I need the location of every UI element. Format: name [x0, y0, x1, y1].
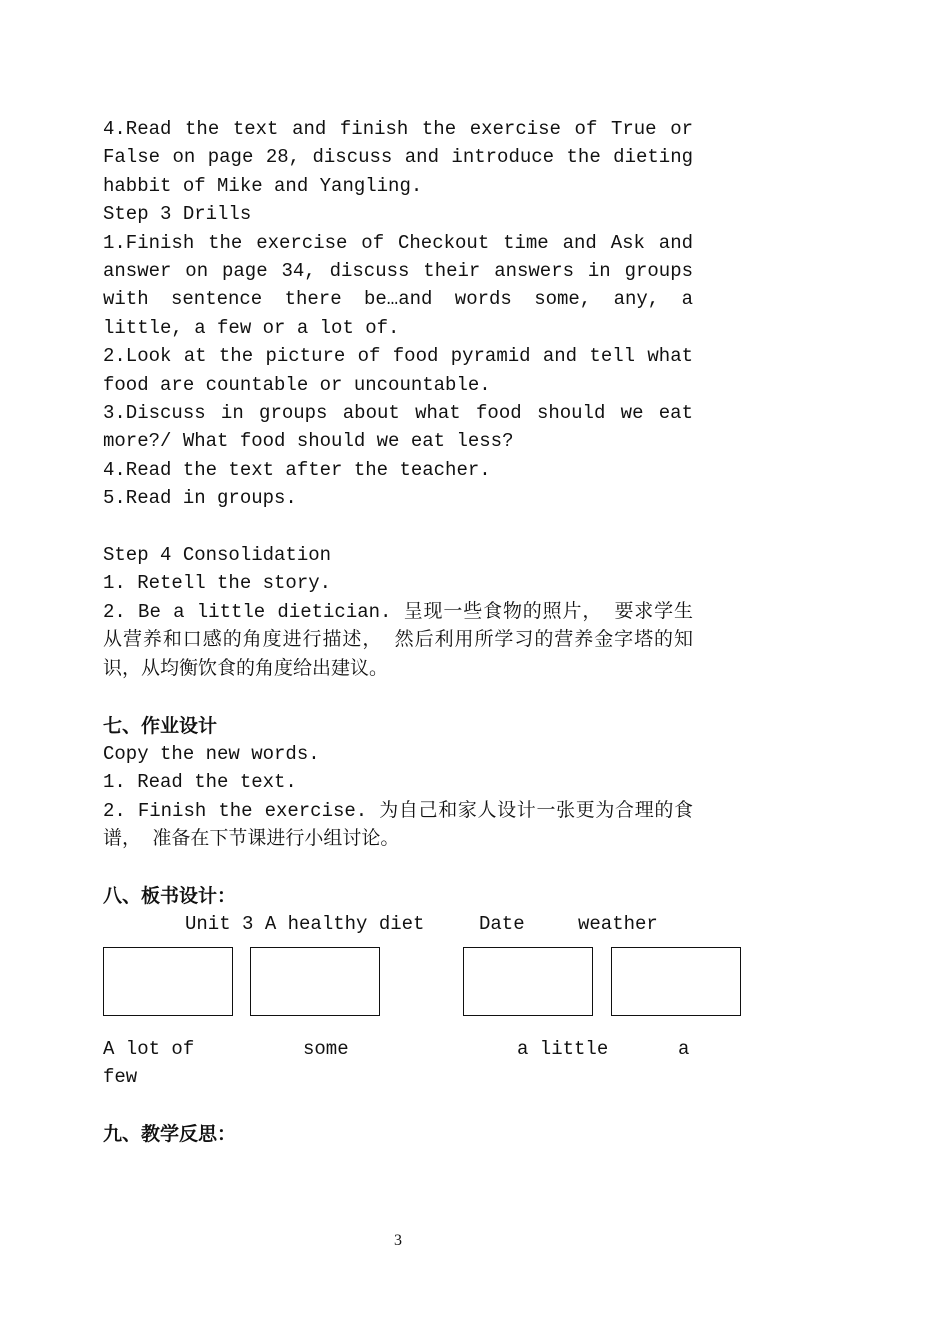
board-box-3	[463, 947, 593, 1016]
document-body	[103, 115, 693, 1148]
board-heading: 八、板书设计：	[103, 884, 237, 907]
board-label-a-lot-of: A lot of	[103, 1037, 195, 1060]
spacer	[103, 1092, 693, 1120]
board-label-few: few	[103, 1066, 138, 1089]
step2-item-4: 4.Read the text and finish the exercise of True or False on page 28, discuss and introduce the dieting habbit of Mike and Yangling.	[103, 118, 693, 197]
board-weather-label: weather	[578, 913, 658, 936]
homework-heading: 七、作业设计	[103, 714, 218, 737]
step4-item-2: 2. Be a little dietician. 呈现一些食物的照片， 要求学生从营养和口感的角度进行描述， 然后利用所学习的营养金字塔的知识，从均衡饮食的角度给出建议。	[103, 600, 693, 680]
step4-title: Step 4 Consolidation	[103, 544, 332, 567]
board-box-2	[250, 947, 380, 1016]
reflection-heading: 九、教学反思：	[103, 1122, 237, 1145]
step3-item-2: 2.Look at the picture of food pyramid and tell what food are countable or uncountable.	[103, 345, 693, 396]
homework-item-0: Copy the new words.	[103, 742, 320, 765]
spacer	[103, 854, 693, 882]
homework-item-2: 2. Finish the exercise. 为自己和家人设计一张更为合理的食谱， 准备在下节课进行小组讨论。	[103, 799, 693, 851]
board-labels	[103, 1035, 693, 1092]
homework-item-1: 1. Read the text.	[103, 771, 297, 794]
page-number: 3	[394, 1232, 402, 1249]
board-box-4	[611, 947, 741, 1016]
step3-item-3: 3.Discuss in groups about what food should we eat more?/ What food should we eat less?	[103, 402, 693, 453]
step3-item-4: 4.Read the text after the teacher.	[103, 458, 491, 481]
board-label-a-little: a little	[517, 1037, 609, 1060]
spacer	[103, 683, 693, 711]
board-box-1	[103, 947, 233, 1016]
board-label-some: some	[303, 1037, 349, 1060]
board-date-label: Date	[479, 913, 525, 936]
step4-item-1: 1. Retell the story.	[103, 572, 332, 595]
step3-item-5: 5.Read in groups.	[103, 487, 297, 510]
board-unit-title: Unit 3 A healthy diet	[185, 913, 425, 936]
board-title-row	[103, 910, 693, 938]
step3-item-1: 1.Finish the exercise of Checkout time and Ask and answer on page 34, discuss their answers in groups with sentence there be…and words some, any, a little, a few or a lot of.	[103, 231, 693, 339]
board-boxes	[103, 939, 803, 1035]
step3-title: Step 3 Drills	[103, 203, 252, 226]
board-label-a: a	[678, 1037, 690, 1060]
spacer	[103, 513, 693, 541]
